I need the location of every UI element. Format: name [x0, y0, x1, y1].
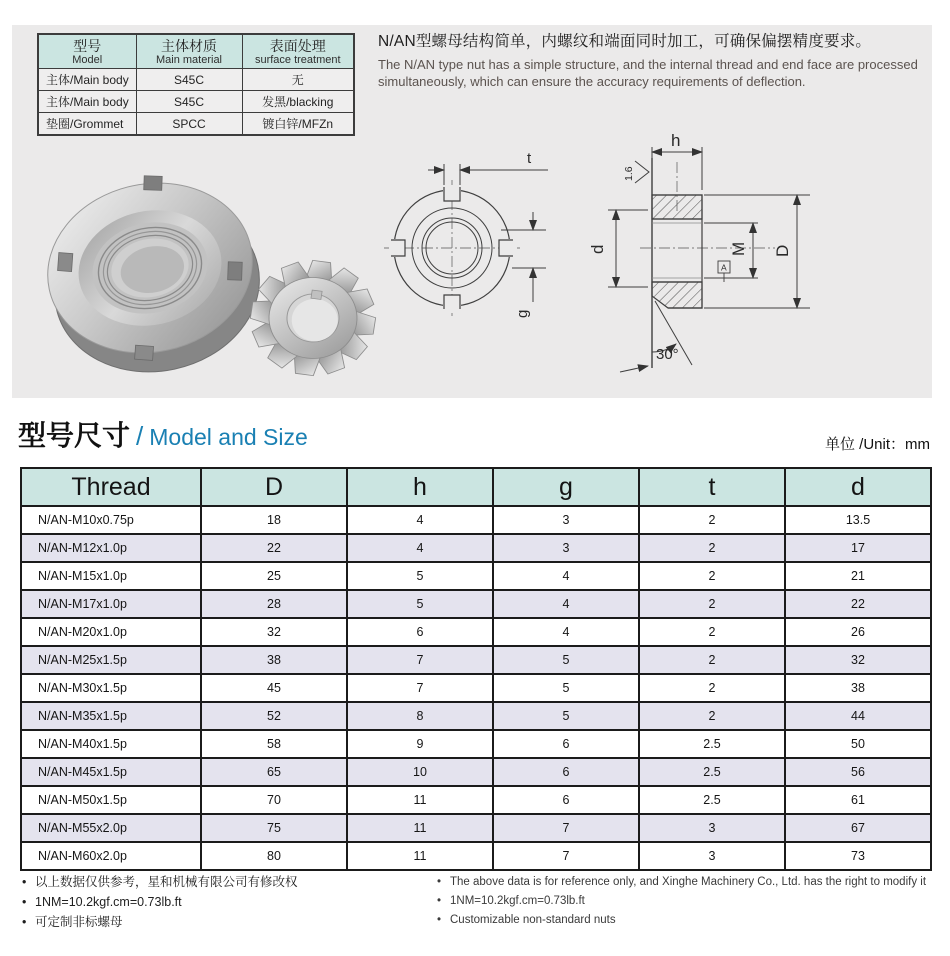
value-cell: 8 — [347, 702, 493, 730]
value-cell: 4 — [493, 562, 639, 590]
value-cell: 11 — [347, 814, 493, 842]
size-table-row — [21, 758, 931, 786]
value-cell: 3 — [493, 534, 639, 562]
value-cell: 61 — [785, 786, 931, 814]
value-cell: 2.5 — [639, 786, 785, 814]
section-title — [18, 414, 308, 454]
value-cell: 50 — [785, 730, 931, 758]
thread-cell: N/AN-M30x1.5p — [21, 674, 201, 702]
dim-t — [428, 164, 548, 185]
value-cell: 22 — [201, 534, 347, 562]
spec-cell: S45C — [136, 69, 242, 91]
spec-cell: S45C — [136, 91, 242, 113]
value-cell: 2 — [639, 618, 785, 646]
section-title-en: Model and Size — [149, 424, 308, 450]
value-cell: 7 — [493, 842, 639, 870]
dim-label-D: D — [773, 244, 792, 257]
spec-header-model-en: Model — [72, 54, 103, 66]
size-table-row — [21, 506, 931, 534]
size-table-row — [21, 646, 931, 674]
thread-cell: N/AN-M20x1.0p — [21, 618, 201, 646]
note-item: • 可定制非标螺母 — [22, 912, 298, 932]
spec-header-model-zh: 型号 — [73, 38, 102, 54]
datum-a-label: A — [721, 262, 727, 273]
value-cell: 4 — [493, 590, 639, 618]
note-item: • The above data is for reference only, and Xinghe Machinery Co., Ltd. has the right to modify it — [437, 873, 926, 892]
description-zh: N/AN型螺母结构简单，内螺纹和端面同时加工，可确保偏摆精度要求。 — [378, 33, 872, 50]
spec-table-body — [38, 69, 354, 136]
size-table-header-g: g — [493, 468, 639, 506]
value-cell: 32 — [785, 646, 931, 674]
size-table-header-h: h — [347, 468, 493, 506]
value-cell: 6 — [493, 758, 639, 786]
value-cell: 3 — [639, 842, 785, 870]
value-cell: 4 — [493, 618, 639, 646]
value-cell: 18 — [201, 506, 347, 534]
material-spec-table — [37, 33, 355, 136]
thread-cell: N/AN-M45x1.5p — [21, 758, 201, 786]
dim-label-t: t — [527, 150, 532, 167]
size-table-header-d: D — [201, 468, 347, 506]
note-item: • 1NM=10.2kgf.cm=0.73lb.ft — [22, 892, 298, 912]
model-size-table — [20, 467, 932, 871]
spec-cell: 主体/Main body — [38, 69, 136, 91]
spec-header-material-en: Main material — [155, 54, 223, 66]
note-item: • 1NM=10.2kgf.cm=0.73lb.ft — [437, 892, 926, 911]
value-cell: 4 — [347, 534, 493, 562]
value-cell: 2 — [639, 590, 785, 618]
note-item: • 以上数据仅供参考，星和机械有限公司有修改权 — [22, 872, 298, 892]
value-cell: 28 — [201, 590, 347, 618]
value-cell: 7 — [493, 814, 639, 842]
section-title-separator: / — [136, 421, 144, 451]
size-table-row — [21, 618, 931, 646]
value-cell: 65 — [201, 758, 347, 786]
thread-cell: N/AN-M60x2.0p — [21, 842, 201, 870]
value-cell: 67 — [785, 814, 931, 842]
value-cell: 38 — [201, 646, 347, 674]
spec-cell: 镀白锌/MFZn — [242, 113, 354, 136]
thread-cell: N/AN-M15x1.0p — [21, 562, 201, 590]
surface-finish-symbol — [635, 161, 649, 183]
angle-label: 30° — [656, 346, 679, 363]
size-table-row — [21, 786, 931, 814]
value-cell: 2 — [639, 534, 785, 562]
thread-cell: N/AN-M40x1.5p — [21, 730, 201, 758]
value-cell: 5 — [493, 702, 639, 730]
size-table-header-t: t — [639, 468, 785, 506]
size-table-row — [21, 842, 931, 870]
spec-header-material-zh: 主体材质 — [161, 38, 217, 54]
spec-header-surface-zh: 表面处理 — [269, 38, 326, 54]
lock-nut-photo — [30, 163, 275, 391]
product-description — [378, 29, 938, 90]
spec-cell: SPCC — [136, 113, 242, 136]
size-table-row — [21, 674, 931, 702]
thread-cell: N/AN-M10x0.75p — [21, 506, 201, 534]
dim-label-M: M — [729, 241, 748, 256]
thread-cell: N/AN-M12x1.0p — [21, 534, 201, 562]
value-cell: 73 — [785, 842, 931, 870]
spec-row — [38, 91, 354, 113]
value-cell: 3 — [493, 506, 639, 534]
size-table-header-thread: Thread — [21, 468, 201, 506]
spec-header-surface — [242, 34, 354, 69]
spec-row — [38, 69, 354, 91]
value-cell: 32 — [201, 618, 347, 646]
unit-label: 单位 /Unit：mm — [824, 436, 930, 453]
value-cell: 2 — [639, 702, 785, 730]
value-cell: 75 — [201, 814, 347, 842]
spec-cell: 发黑/blacking — [242, 91, 354, 113]
description-en: The N/AN type nut has a simple structure, and the internal thread and end face are processed simultaneously, which can ensure the accuracy requirements of deflection. — [378, 57, 918, 89]
value-cell: 70 — [201, 786, 347, 814]
size-table-row — [21, 590, 931, 618]
thread-cell: N/AN-M35x1.5p — [21, 702, 201, 730]
value-cell: 21 — [785, 562, 931, 590]
value-cell: 13.5 — [785, 506, 931, 534]
value-cell: 26 — [785, 618, 931, 646]
spec-row — [38, 113, 354, 136]
thread-cell: N/AN-M25x1.5p — [21, 646, 201, 674]
size-table-row — [21, 730, 931, 758]
value-cell: 4 — [347, 506, 493, 534]
value-cell: 45 — [201, 674, 347, 702]
thread-cell: N/AN-M17x1.0p — [21, 590, 201, 618]
size-table-header-d: d — [785, 468, 931, 506]
value-cell: 5 — [347, 562, 493, 590]
spec-header-material — [136, 34, 242, 69]
spec-cell: 主体/Main body — [38, 91, 136, 113]
value-cell: 7 — [347, 674, 493, 702]
size-table-header-row — [21, 468, 931, 506]
size-table-body — [21, 506, 931, 870]
value-cell: 58 — [201, 730, 347, 758]
value-cell: 11 — [347, 786, 493, 814]
value-cell: 2 — [639, 674, 785, 702]
value-cell: 7 — [347, 646, 493, 674]
value-cell: 25 — [201, 562, 347, 590]
value-cell: 80 — [201, 842, 347, 870]
size-table-row — [21, 534, 931, 562]
dim-label-h: h — [671, 131, 681, 150]
value-cell: 6 — [493, 730, 639, 758]
value-cell: 6 — [347, 618, 493, 646]
value-cell: 5 — [493, 646, 639, 674]
value-cell: 52 — [201, 702, 347, 730]
thread-cell: N/AN-M55x2.0p — [21, 814, 201, 842]
value-cell: 5 — [347, 590, 493, 618]
product-photo — [20, 163, 390, 398]
value-cell: 2 — [639, 562, 785, 590]
dim-d — [608, 210, 648, 287]
spec-header-model — [38, 34, 136, 69]
dim-label-g: g — [514, 309, 531, 318]
technical-drawing — [360, 128, 830, 400]
value-cell: 5 — [493, 674, 639, 702]
value-cell: 3 — [639, 814, 785, 842]
front-view-drawing — [384, 150, 548, 318]
size-table-row — [21, 562, 931, 590]
size-table-row — [21, 814, 931, 842]
value-cell: 6 — [493, 786, 639, 814]
value-cell: 22 — [785, 590, 931, 618]
value-cell: 11 — [347, 842, 493, 870]
spec-cell: 垫圈/Grommet — [38, 113, 136, 136]
notes-left — [22, 872, 298, 932]
note-item: • Customizable non-standard nuts — [437, 911, 926, 930]
section-title-zh: 型号尺寸 — [18, 420, 131, 451]
value-cell: 10 — [347, 758, 493, 786]
dim-D — [704, 195, 810, 308]
side-view-drawing — [588, 131, 810, 372]
value-cell: 44 — [785, 702, 931, 730]
thread-cell: N/AN-M50x1.5p — [21, 786, 201, 814]
spec-header-row — [38, 34, 354, 69]
size-table-row — [21, 702, 931, 730]
spec-header-surface-en: surface treatment — [254, 54, 341, 66]
value-cell: 9 — [347, 730, 493, 758]
value-cell: 2.5 — [639, 758, 785, 786]
surface-finish-value: 1.6 — [623, 166, 635, 181]
value-cell: 2.5 — [639, 730, 785, 758]
value-cell: 2 — [639, 646, 785, 674]
value-cell: 56 — [785, 758, 931, 786]
spec-cell: 无 — [242, 69, 354, 91]
dim-label-d: d — [588, 244, 607, 254]
value-cell: 17 — [785, 534, 931, 562]
value-cell: 38 — [785, 674, 931, 702]
value-cell: 2 — [639, 506, 785, 534]
notes-right — [437, 873, 926, 930]
